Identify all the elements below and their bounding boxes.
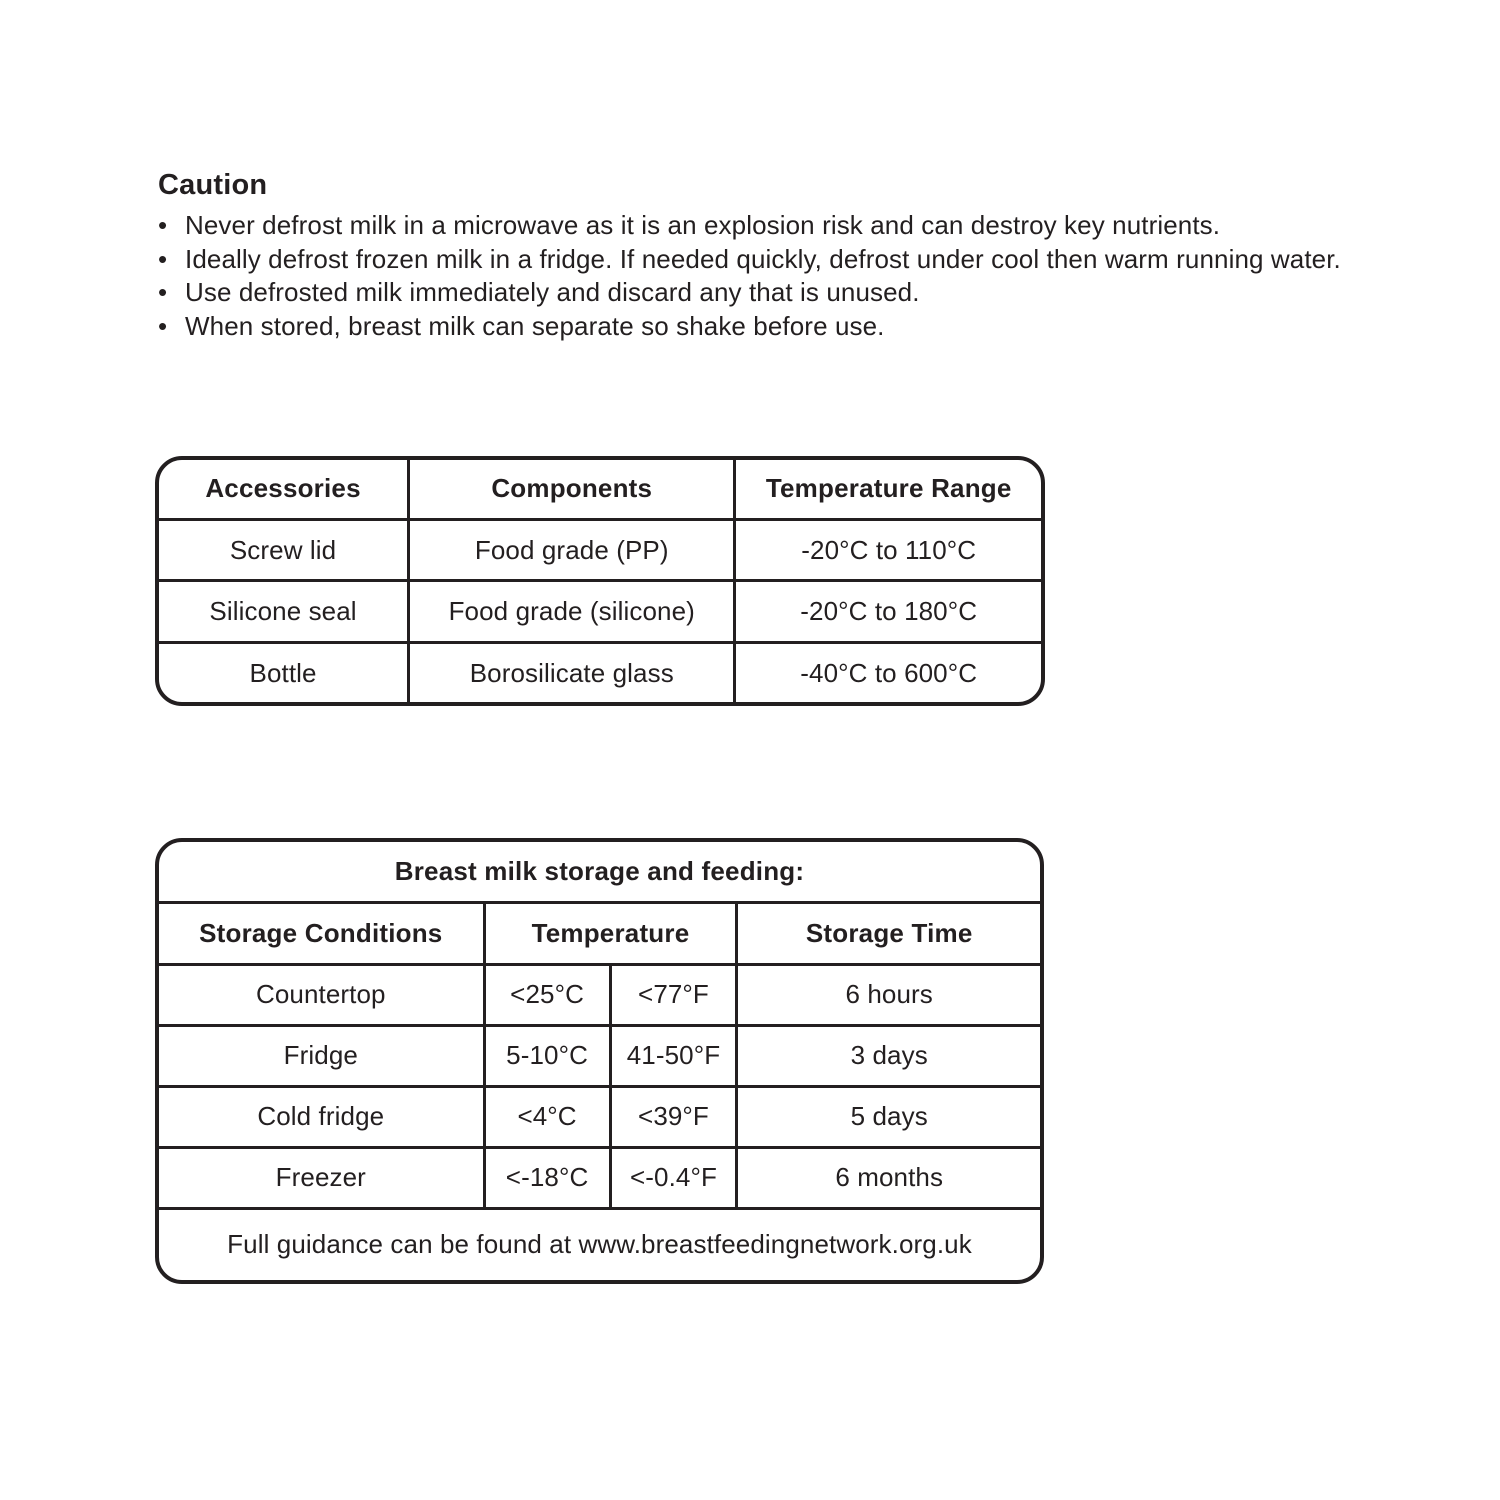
table-cell: 41-50°F <box>610 1025 737 1086</box>
storage-header-conditions: Storage Conditions <box>159 902 484 964</box>
accessories-header-row <box>159 460 1041 519</box>
table-cell: <-0.4°F <box>610 1147 737 1208</box>
table-row <box>159 643 1041 702</box>
caution-bullet-2: • Ideally defrost frozen milk in a fridge. If needed quickly, defrost under cool then warm running water. <box>158 243 1488 277</box>
table-cell: Fridge <box>159 1025 484 1086</box>
table-cell: 6 months <box>737 1147 1040 1208</box>
table-cell: <77°F <box>610 964 737 1025</box>
table-cell: Countertop <box>159 964 484 1025</box>
table-cell: Cold fridge <box>159 1086 484 1147</box>
table-row <box>159 1025 1040 1086</box>
table-cell: 6 hours <box>737 964 1040 1025</box>
table-cell: Screw lid <box>159 519 409 581</box>
caution-bullet-4: • When stored, breast milk can separate so shake before use. <box>158 310 1488 344</box>
table-cell: Bottle <box>159 643 409 702</box>
caution-heading: Caution <box>158 169 268 201</box>
table-cell: <25°C <box>484 964 610 1025</box>
storage-header-temperature: Temperature <box>484 902 737 964</box>
storage-table-title-row <box>159 842 1040 902</box>
table-cell: Borosilicate glass <box>409 643 735 702</box>
table-row <box>159 964 1040 1025</box>
table-cell: Silicone seal <box>159 581 409 643</box>
accessories-header-accessories: Accessories <box>159 460 409 519</box>
table-cell: <4°C <box>484 1086 610 1147</box>
storage-table-title: Breast milk storage and feeding: <box>159 842 1040 902</box>
table-cell: 5-10°C <box>484 1025 610 1086</box>
table-row <box>159 1147 1040 1208</box>
storage-header-time: Storage Time <box>737 902 1040 964</box>
accessories-header-components: Components <box>409 460 735 519</box>
caution-list <box>158 209 1488 343</box>
table-cell: Food grade (PP) <box>409 519 735 581</box>
table-cell: 5 days <box>737 1086 1040 1147</box>
caution-bullet-3: • Use defrosted milk immediately and discard any that is unused. <box>158 276 1488 310</box>
storage-table-footer-note: Full guidance can be found at www.breastfeedingnetwork.org.uk <box>159 1208 1040 1280</box>
accessories-header-temperature-range: Temperature Range <box>735 460 1041 519</box>
table-cell: -40°C to 600°C <box>735 643 1041 702</box>
table-cell: <-18°C <box>484 1147 610 1208</box>
table-cell: <39°F <box>610 1086 737 1147</box>
table-cell: Freezer <box>159 1147 484 1208</box>
table-cell: 3 days <box>737 1025 1040 1086</box>
table-cell: -20°C to 110°C <box>735 519 1041 581</box>
storage-table-grid <box>159 842 1040 1280</box>
accessories-table-grid <box>159 460 1041 702</box>
table-row <box>159 581 1041 643</box>
table-row <box>159 519 1041 581</box>
storage-table-footer-row <box>159 1208 1040 1280</box>
caution-bullet-1: • Never defrost milk in a microwave as it is an explosion risk and can destroy key nutrients. <box>158 209 1488 243</box>
storage-table <box>155 838 1044 1284</box>
table-row <box>159 1086 1040 1147</box>
caution-section <box>158 168 1488 343</box>
table-cell: Food grade (silicone) <box>409 581 735 643</box>
accessories-table <box>155 456 1045 706</box>
storage-header-row <box>159 902 1040 964</box>
table-cell: -20°C to 180°C <box>735 581 1041 643</box>
